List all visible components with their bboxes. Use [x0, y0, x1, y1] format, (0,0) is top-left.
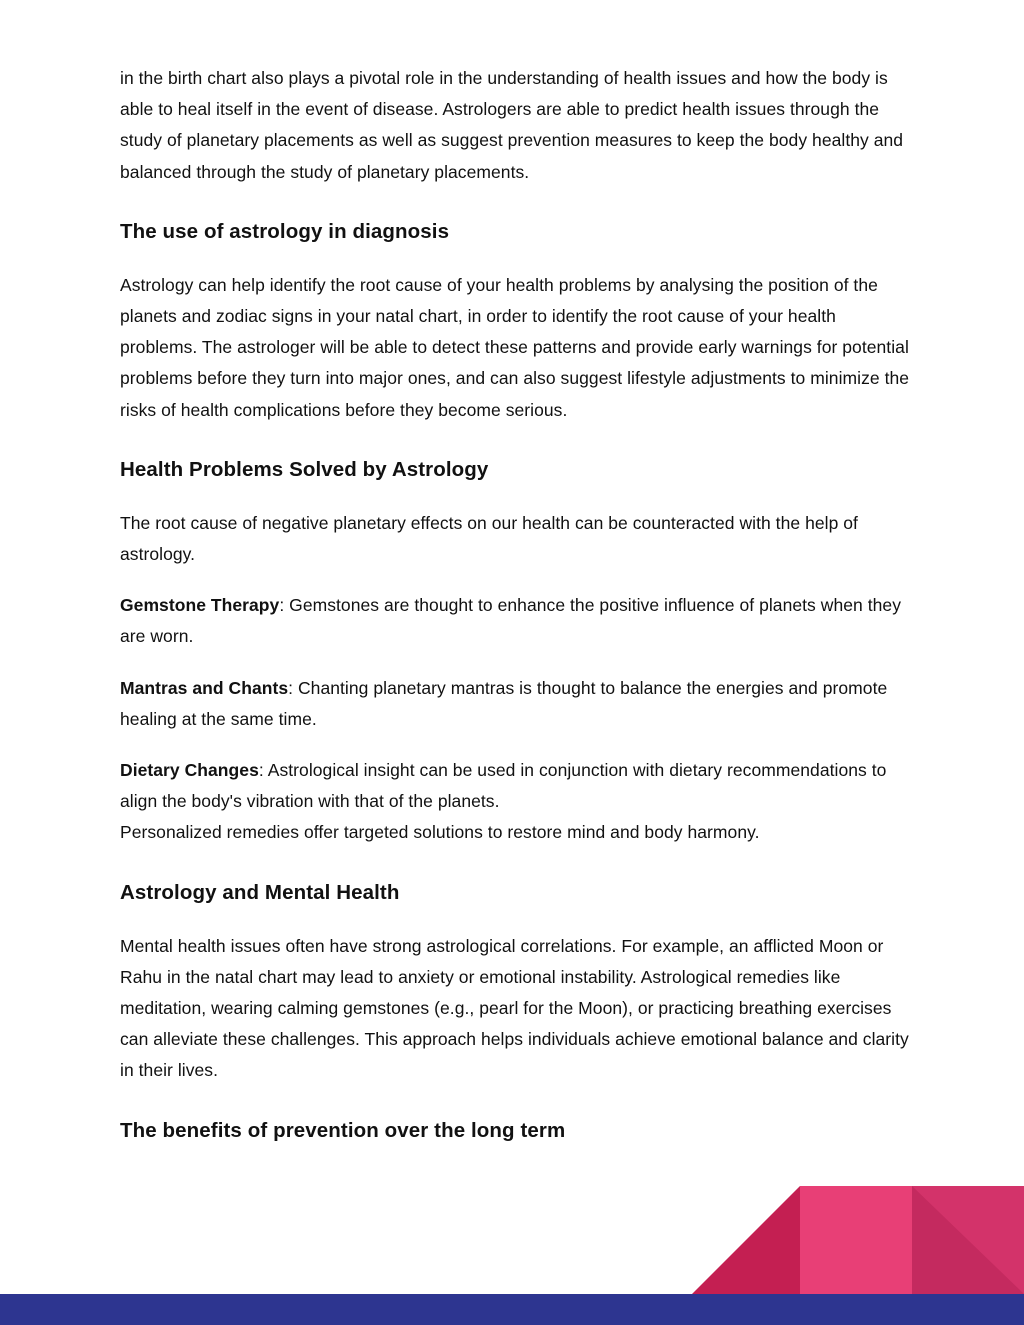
document-body [120, 63, 910, 1145]
heading-mental-health: Astrology and Mental Health [120, 880, 400, 904]
corner-shadow-right [912, 1186, 1024, 1294]
remedy-text: : Gemstones are thought to enhance the positive influence of planets when they are worn. [120, 595, 901, 647]
corner-block-right [912, 1186, 1024, 1294]
heading-diagnosis: The use of astrology in diagnosis [120, 219, 450, 243]
remedy-text: : Astrological insight can be used in conjunction with dietary recommendations to align the body's vibration with that of the planets. [120, 760, 887, 812]
paragraph-closing: Personalized remedies offer targeted solutions to restore mind and body harmony. [120, 822, 760, 843]
remedy-item-mantras [120, 673, 910, 735]
remedy-text: : Chanting planetary mantras is thought to balance the energies and promote healing at the same time. [120, 677, 888, 729]
heading-health-problems: Health Problems Solved by Astrology [120, 457, 489, 481]
remedy-term: Gemstone Therapy [120, 595, 280, 616]
remedy-term: Mantras and Chants [120, 677, 289, 698]
intro-paragraph: in the birth chart also plays a pivotal role in the understanding of health issues and how the body is able to heal itself in the event of disease. Astrologers are able to predict health issues through the study of planetary placements as well as suggest prevention measures to keep the body healthy and balanced through the study of planetary placements. [120, 68, 904, 182]
remedy-item-gemstone [120, 590, 910, 652]
footer-bar [0, 1294, 1024, 1325]
heading-prevention: The benefits of prevention over the long term [120, 1118, 566, 1142]
corner-block-center [800, 1186, 912, 1294]
remedy-term: Dietary Changes [120, 760, 259, 781]
remedy-item-dietary [120, 755, 910, 817]
paragraph-diagnosis: Astrology can help identify the root cause of your health problems by analysing the position of the planets and zodiac signs in your natal chart, in order to identify the root cause of your health problems. The astrologer will be able to detect these patterns and provide early warnings for potential problems before they turn into major ones, and can also suggest lifestyle adjustments to minimize the risks of health complications before they become serious. [120, 274, 910, 420]
corner-triangle-left [692, 1186, 800, 1294]
paragraph-mental-health: Mental health issues often have strong astrological correlations. For example, an afflicted Moon or Rahu in the natal chart may lead to anxiety or emotional instability. Astrological remedies like meditation, wearing calming gemstones (e.g., pearl for the Moon), or practicing breathing exercises can alleviate these challenges. This approach helps individuals achieve emotional balance and clarity in their lives. [120, 935, 909, 1081]
paragraph-health-problems: The root cause of negative planetary effects on our health can be counteracted with the help of astrology. [120, 512, 858, 565]
